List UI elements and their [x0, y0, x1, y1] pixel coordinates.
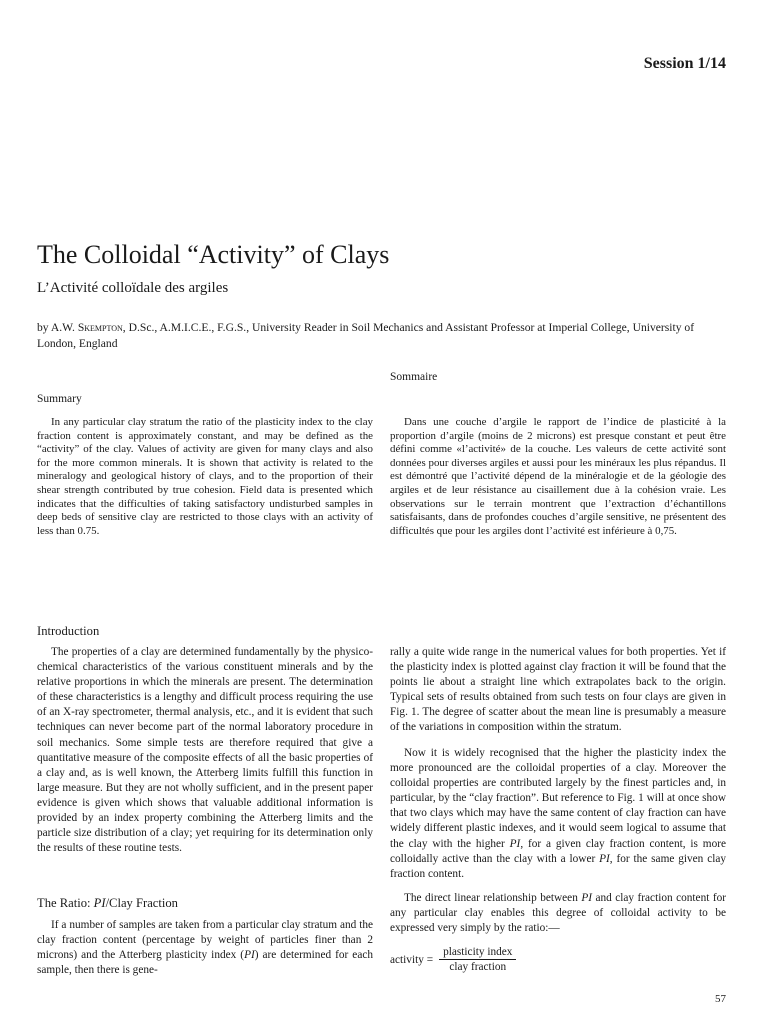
- formula-lhs: activity =: [390, 953, 434, 966]
- byline-prefix: by A.W.: [37, 321, 78, 334]
- session-label: Session 1/14: [643, 55, 726, 72]
- ratio-section-heading: [37, 896, 178, 911]
- formula-denominator: clay fraction: [449, 961, 507, 973]
- ratio-text-em: PI: [244, 949, 255, 962]
- right-p2-em-1: PI: [509, 837, 521, 850]
- right-p2-text-b: , for a given clay fraction content, is more colloidally active than the clay with a lower: [390, 837, 727, 865]
- ratio-heading-pre: The Ratio:: [37, 896, 94, 910]
- introduction-heading: Introduction: [37, 624, 100, 638]
- sommaire-text: Dans une couche d’argile le rapport de l’indice de plasticité à la proportion d’argile (moins de 2 microns) est presque constant et peut être défini comme «l’activité» de la couche. Les valeurs de cette activité sont données pour diverses argiles et aussi pour les minéraux les plus répandus. Il est démontré que l’activité dépend de la minéralogie et de la géologie des argiles et de leur résistance au cisaillement due à la cohésion vraie. Les observations sur le terrain montrent que l’extraction d’échantillons satisfaisants, dans de profondes couches d’argile sensitive, ne présentent des difficultés que pour les argiles dont l’activité est inférieure à 0,75.: [390, 416, 726, 537]
- formula-fraction: [439, 946, 516, 973]
- activity-formula: [390, 946, 516, 973]
- right-p3-text-b: and clay fraction content for any particular clay enables this degree of colloidal activity to be expressed very simply by the ratio:—: [390, 892, 726, 935]
- paper-subtitle: L’Activité colloïdale des argiles: [37, 280, 229, 296]
- ratio-text-b: ) are determined for each sample, then there is gene-: [37, 949, 373, 977]
- ratio-heading-post: /Clay Fraction: [105, 896, 178, 910]
- right-paragraph-1: rally a quite wide range in the numerical values for both properties. Yet if the plasticity index is plotted against clay fraction it will be found that the points lie about a straight line which extrapolates back to the origin. Typical sets of results obtained from such tests on four clays are given in Fig. 1. The degree of scatter about the mean line is presumably a measure of the variations in composition within the stratum.: [390, 646, 726, 734]
- right-p3-text-a: The direct linear relationship between: [404, 892, 582, 904]
- byline: [37, 320, 732, 352]
- right-paragraph-2: [390, 746, 726, 882]
- right-p2-text-c: , for the same given clay fraction content.: [390, 852, 727, 880]
- formula-numerator: plasticity index: [439, 946, 516, 960]
- paper-title: The Colloidal “Activity” of Clays: [37, 240, 390, 269]
- right-p2-text-a: Now it is widely recognised that the higher the plasticity index the more pronounced are the colloidal properties of a clay. Moreover the colloidal properties are contributed largely by the finest particles and, in particular, by the “clay fraction”. But reference to Fig. 1 will at once show that two clays which may have the same content of clay fraction can have widely different plastic indexes, and it would seem logical to assume that the clay with the higher: [390, 747, 726, 850]
- sommaire-heading: Sommaire: [390, 371, 438, 383]
- right-p3-em: PI: [581, 892, 592, 904]
- page-number: 57: [715, 993, 726, 1005]
- ratio-paragraph: [37, 918, 373, 978]
- introduction-paragraph: The properties of a clay are determined fundamentally by the physico-chemical characteristics of the various constituent minerals and by the relative proportions in which the minerals are present. The determination of these characteristics is a lengthy and difficult process requiring the use of an X-ray spectrometer, thermal analysis, etc., and it is evident that such techniques can never become part of the normal laboratory procedure in soil mechanics. Some simple tests are therefore required that give a quantitative measure of the composite effects of all the basic properties of a clay and, as is well known, the Atterberg limits fulfill this function in large measure. But they are not wholly sufficient, and in the present paper evidence is given which shows that valuable additional information is provided by an index property combining the Atterberg limits and the particle size distribution of a clay; yet requiring for its determination only the results of these routine tests.: [37, 646, 373, 855]
- byline-affiliation: , D.Sc., A.M.I.C.E., F.G.S., University Reader in Soil Mechanics and Assistant Professor at Imperial College, University of London, England: [37, 321, 695, 350]
- right-paragraph-3: [390, 891, 726, 936]
- right-p2-em-2: PI: [599, 852, 610, 865]
- byline-author: Skempton: [77, 321, 123, 334]
- ratio-heading-em: PI: [93, 896, 106, 910]
- ratio-text-a: If a number of samples are taken from a particular clay stratum and the clay fraction content (percentage by weight of particles finer than 2 microns) and the Atterberg plasticity index (: [37, 919, 373, 962]
- summary-heading: Summary: [37, 393, 82, 405]
- summary-text: In any particular clay stratum the ratio of the plasticity index to the clay fraction content is approximately constant, and may be defined as the “activity” of the clay. Values of activity are given for many clays and also for the more common minerals. It is shown that activity is related to the mineralogy and geological history of clays, and to the proportion of their shear strength contributed by true cohesion. Field data is presented which indicates that the difficulties of taking satisfactory undisturbed samples in deep beds of sensitive clay are restricted to those clays with an activity of less than 0.75.: [37, 416, 373, 537]
